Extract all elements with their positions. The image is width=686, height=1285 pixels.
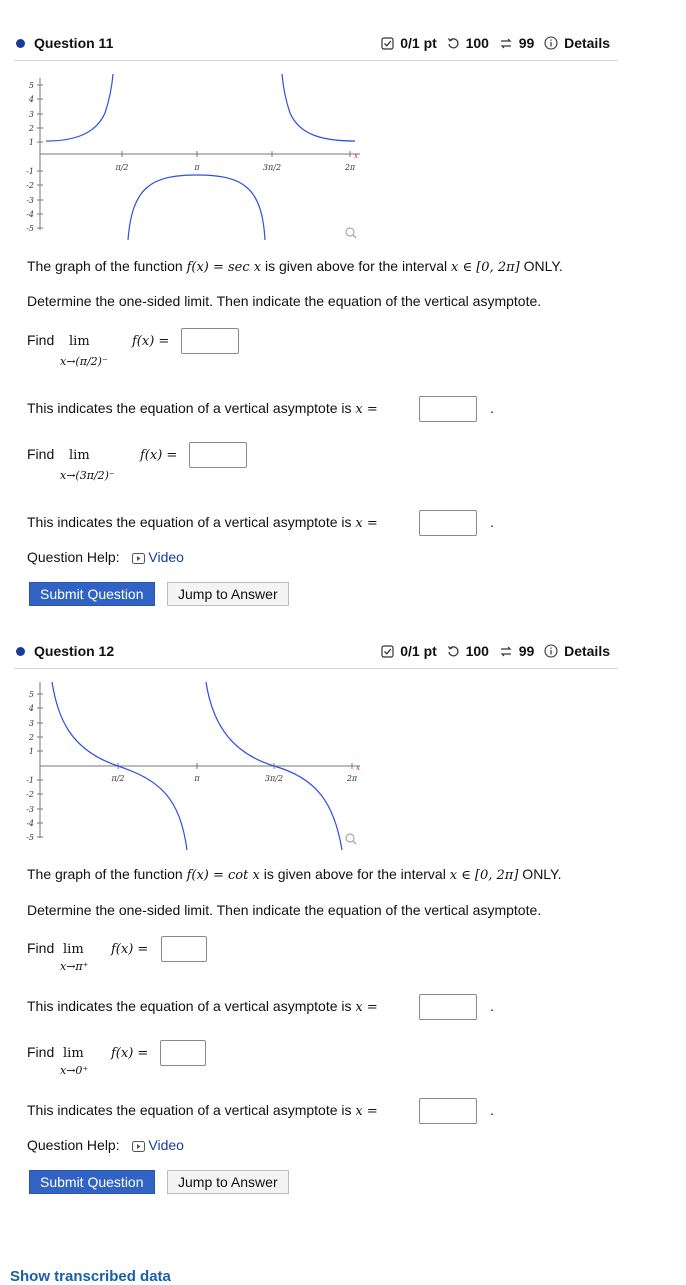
help-label: Question Help: — [27, 1137, 120, 1153]
desc-text: ONLY. — [518, 866, 562, 882]
limit-subscript: x→(π/2)⁻ — [60, 355, 108, 368]
asymptote-text — [27, 1102, 378, 1119]
x-axis-label: x — [355, 763, 361, 772]
y-tick-label: 4 — [28, 95, 34, 104]
y-tick-label: -1 — [26, 776, 34, 785]
y-tick-label: -3 — [26, 805, 34, 814]
question-12-header — [14, 638, 618, 669]
sec-graph — [10, 68, 370, 246]
y-tick-label: -5 — [26, 833, 34, 842]
find-label: Find — [27, 1044, 55, 1060]
y-tick-label: -4 — [26, 210, 34, 219]
attempts-count: 99 — [518, 643, 535, 659]
period: . — [490, 514, 494, 530]
limit-answer-input[interactable] — [181, 328, 239, 354]
fx-equals: f(x) = — [140, 448, 178, 463]
find-label: Find — [27, 446, 55, 462]
question-description — [27, 866, 561, 883]
question-help — [27, 1137, 184, 1155]
y-tick-label: 1 — [28, 138, 34, 147]
function-expr: f(x) = sec x — [186, 260, 262, 275]
period: . — [490, 1102, 494, 1118]
question-description — [27, 258, 563, 275]
y-tick-label: 1 — [28, 747, 34, 756]
desc-text: The graph of the function — [27, 866, 187, 882]
y-tick-label: -1 — [26, 167, 34, 176]
desc-text: is given above for the interval — [259, 866, 450, 882]
question-11-header — [14, 30, 618, 61]
desc-text: ONLY. — [519, 258, 563, 274]
x-equals: x = — [355, 402, 378, 417]
submit-question-button[interactable]: Submit Question — [29, 1170, 155, 1194]
y-tick-label: 2 — [28, 124, 34, 133]
limit-subscript: x→(3π/2)⁻ — [60, 469, 115, 482]
x-equals: x = — [355, 1000, 378, 1015]
x-tick-label: 3π/2 — [264, 774, 284, 783]
zoom-icon[interactable] — [346, 228, 356, 238]
retry-icon — [447, 645, 460, 661]
desc-text: is given above for the interval — [261, 258, 452, 274]
asymptote-label: This indicates the equation of a vertical asymptote is — [27, 514, 352, 530]
limit-answer-input[interactable] — [189, 442, 247, 468]
question-help — [27, 549, 184, 567]
x-tick-label: 3π/2 — [262, 163, 282, 172]
y-tick-label: -2 — [26, 790, 34, 799]
jump-to-answer-button[interactable]: Jump to Answer — [167, 582, 289, 606]
x-equals: x = — [355, 1104, 378, 1119]
x-axis-label: x — [353, 151, 359, 160]
x-tick-label: π — [194, 163, 200, 172]
x-tick-label: 2π — [344, 163, 356, 172]
checkbox-icon — [381, 645, 394, 661]
video-link[interactable]: Video — [148, 549, 184, 565]
period: . — [490, 400, 494, 416]
asymptote-label: This indicates the equation of a vertical asymptote is — [27, 400, 352, 416]
interval-expr: x ∈ [0, 2π] — [449, 868, 519, 883]
attempts-icon — [499, 645, 513, 661]
desc-text: The graph of the function — [27, 258, 187, 274]
details-link[interactable]: Details — [564, 643, 610, 659]
submit-question-button[interactable]: Submit Question — [29, 582, 155, 606]
x-tick-label: π/2 — [115, 163, 129, 172]
instruction-text: Determine the one-sided limit. Then indicate the equation of the vertical asymptote. — [27, 293, 542, 309]
x-tick-label: π/2 — [111, 774, 125, 783]
y-tick-label: 4 — [28, 704, 34, 713]
video-icon[interactable] — [132, 1139, 145, 1155]
x-tick-label: π — [194, 774, 200, 783]
lim-operator: lim — [63, 1046, 84, 1061]
retries-count: 100 — [465, 35, 489, 51]
video-link[interactable]: Video — [148, 1137, 184, 1153]
question-meta — [379, 35, 610, 53]
attempts-count: 99 — [518, 35, 535, 51]
fx-equals: f(x) = — [132, 334, 170, 349]
cot-graph — [10, 678, 370, 856]
asymptote-text — [27, 400, 378, 417]
points-text: 0/1 pt — [400, 643, 437, 659]
retry-icon — [447, 37, 460, 53]
checkbox-icon — [381, 37, 394, 53]
instruction-text: Determine the one-sided limit. Then indicate the equation of the vertical asymptote. — [27, 902, 542, 918]
y-tick-label: 3 — [28, 719, 34, 728]
find-label: Find — [27, 940, 55, 956]
sec-curve — [46, 74, 355, 240]
limit-subscript: x→π⁺ — [60, 960, 89, 973]
y-tick-label: -3 — [26, 196, 34, 205]
asymptote-text — [27, 514, 378, 531]
jump-to-answer-button[interactable]: Jump to Answer — [167, 1170, 289, 1194]
y-tick-label: -5 — [26, 224, 34, 233]
lim-operator: lim — [69, 448, 90, 463]
points-text: 0/1 pt — [400, 35, 437, 51]
retries-count: 100 — [465, 643, 489, 659]
function-expr: f(x) = cot x — [186, 868, 260, 883]
asymptote-label: This indicates the equation of a vertical asymptote is — [27, 1102, 352, 1118]
y-tick-label: -2 — [26, 181, 34, 190]
asymptote-answer-input[interactable] — [419, 994, 477, 1020]
y-tick-label: 2 — [28, 733, 34, 742]
details-link[interactable]: Details — [564, 35, 610, 51]
video-icon[interactable] — [132, 551, 145, 567]
question-status-dot — [16, 647, 25, 656]
y-tick-label: 5 — [28, 690, 34, 699]
interval-expr: x ∈ [0, 2π] — [451, 260, 520, 275]
question-title: Question 12 — [34, 643, 115, 659]
x-tick-label: 2π — [346, 774, 358, 783]
info-icon[interactable] — [544, 644, 558, 661]
limit-answer-input[interactable] — [160, 1040, 206, 1066]
asymptote-answer-input[interactable] — [419, 396, 477, 422]
y-tick-label: 5 — [28, 81, 34, 90]
find-label: Find — [27, 332, 55, 348]
question-status-dot — [16, 39, 25, 48]
x-equals: x = — [355, 516, 378, 531]
fx-equals: f(x) = — [111, 1046, 149, 1061]
question-title: Question 11 — [34, 35, 114, 51]
attempts-icon — [499, 37, 513, 53]
zoom-icon[interactable] — [346, 834, 356, 844]
asymptote-label: This indicates the equation of a vertical asymptote is — [27, 998, 352, 1014]
help-label: Question Help: — [27, 549, 120, 565]
show-transcribed-data-link[interactable]: Show transcribed data — [10, 1268, 171, 1285]
info-icon[interactable] — [544, 36, 558, 53]
limit-answer-input[interactable] — [161, 936, 207, 962]
lim-operator: lim — [69, 334, 90, 349]
asymptote-answer-input[interactable] — [419, 510, 477, 536]
fx-equals: f(x) = — [111, 942, 149, 957]
y-tick-label: 3 — [28, 110, 34, 119]
lim-operator: lim — [63, 942, 84, 957]
asymptote-answer-input[interactable] — [419, 1098, 477, 1124]
question-meta — [379, 643, 610, 661]
asymptote-text — [27, 998, 378, 1015]
limit-subscript: x→0⁺ — [60, 1064, 89, 1077]
period: . — [490, 998, 494, 1014]
y-tick-label: -4 — [26, 819, 34, 828]
